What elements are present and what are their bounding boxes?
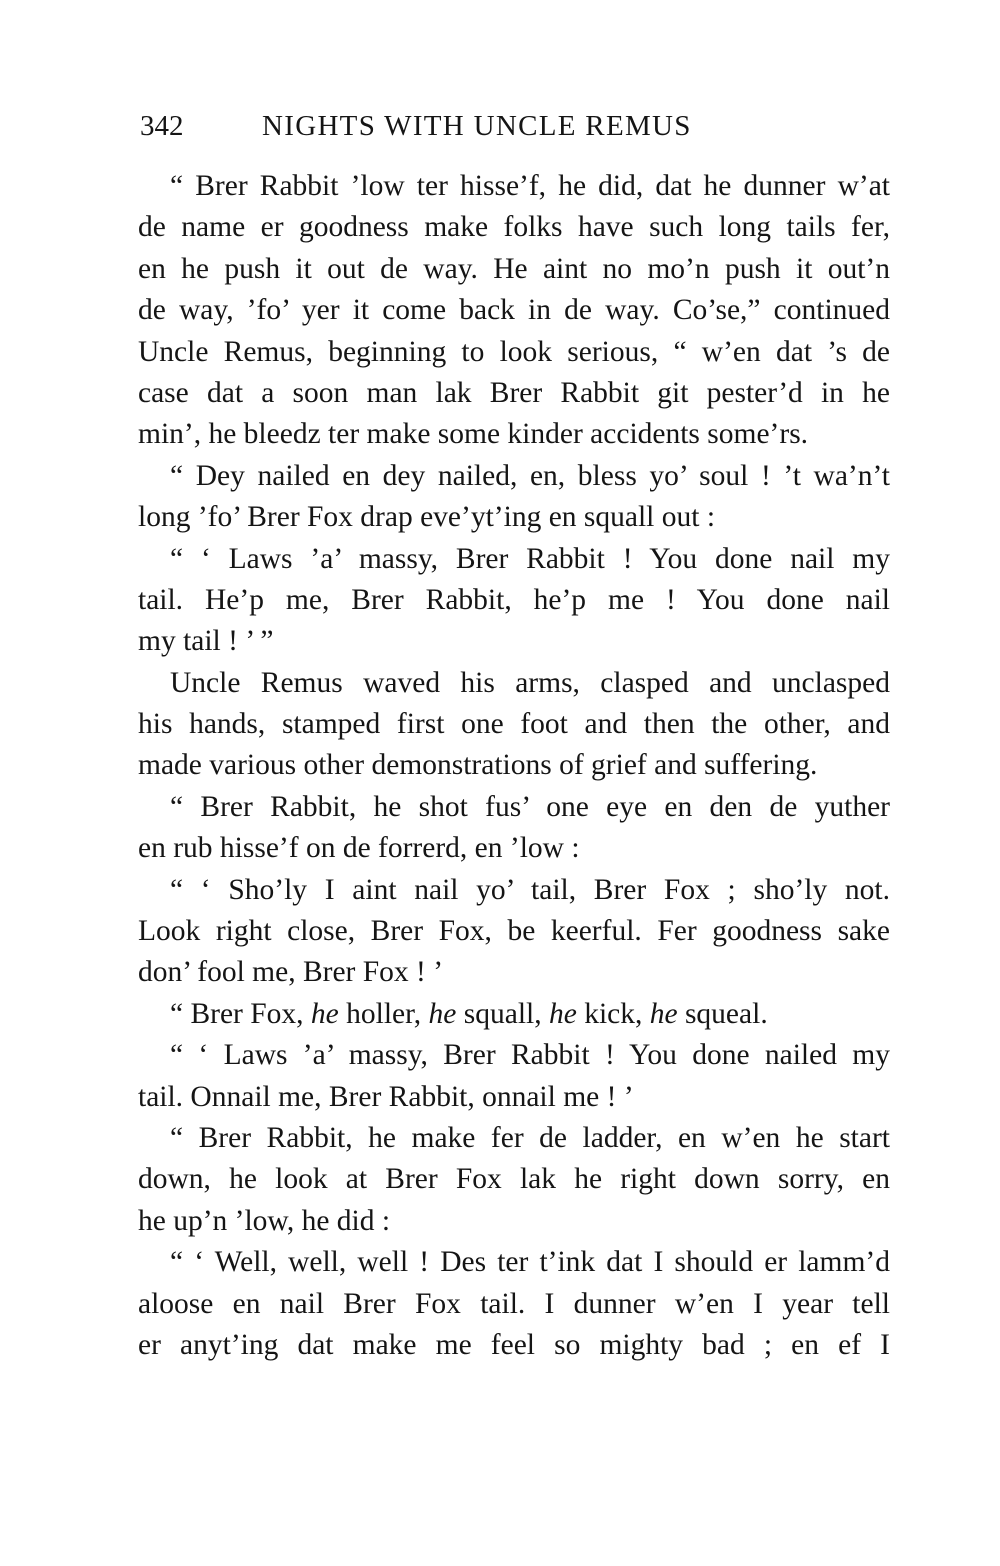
text-line: tail. He’p me, Brer Rabbit, he’p me ! You done nail bbox=[138, 583, 890, 616]
text-line: de name er goodness make folks have such long tails fer, bbox=[138, 211, 890, 244]
text-line: made various other demonstrations of grief and suffering. bbox=[138, 749, 818, 782]
running-title: NIGHTS WITH UNCLE REMUS bbox=[262, 110, 692, 142]
text-span: squall, bbox=[456, 997, 549, 1030]
text-line: en he push it out de way. He aint no mo’n push it out’n bbox=[138, 252, 890, 285]
text-line: “ Dey nailed en dey nailed, en, bless yo’ soul ! ’t wa’n’t bbox=[170, 459, 890, 492]
text-line: don’ fool me, Brer Fox ! ’ bbox=[138, 956, 444, 989]
text-line: “ ‘ Well, well, well ! Des ter t’ink dat I should er lamm’d bbox=[170, 1246, 890, 1279]
text-line: min’, he bleedz ter make some kinder accidents some’rs. bbox=[138, 418, 809, 451]
text-line: “ Brer Rabbit ’low ter hisse’f, he did, dat he dunner w’at bbox=[170, 170, 890, 202]
text-line: down, he look at Brer Fox lak he right down sorry, en bbox=[138, 1163, 890, 1196]
running-head bbox=[140, 104, 900, 148]
text-span: holler, bbox=[338, 997, 429, 1030]
text-span: “ Brer Fox, bbox=[170, 997, 311, 1030]
text-line: Look right close, Brer Fox, be keerful. Fer goodness sake bbox=[138, 915, 890, 948]
text-line: er anyt’ing dat make me feel so mighty bad ; en ef I bbox=[138, 1328, 890, 1361]
text-line: Uncle Remus, beginning to look serious, “ w’en dat ’s de bbox=[138, 335, 890, 368]
text-line: “ Brer Rabbit, he shot fus’ one eye en den de yuther bbox=[170, 790, 890, 823]
text-span: kick, bbox=[576, 997, 650, 1030]
text-line: he up’n ’low, he did : bbox=[138, 1204, 391, 1237]
text-line: case dat a soon man lak Brer Rabbit git pester’d in he bbox=[138, 376, 890, 409]
text-line: en rub hisse’f on de forrerd, en ’low : bbox=[138, 832, 580, 865]
text-line: “ Brer Rabbit, he make fer de ladder, en w’en he start bbox=[170, 1121, 890, 1154]
body-text bbox=[138, 166, 890, 1366]
text-line: “ ‘ Sho’ly I aint nail yo’ tail, Brer Fox ; sho’ly not. bbox=[170, 873, 890, 906]
text-line: tail. Onnail me, Brer Rabbit, onnail me ! ’ bbox=[138, 1080, 634, 1113]
text-line-emphasis bbox=[138, 994, 890, 1035]
text-line: de way, ’fo’ yer it come back in de way. Co’se,” continued bbox=[138, 294, 890, 327]
italic-word: he bbox=[428, 997, 457, 1030]
text-line: long ’fo’ Brer Fox drap eve’yt’ing en squall out : bbox=[138, 501, 716, 534]
italic-word: he bbox=[310, 997, 339, 1030]
text-line: Uncle Remus waved his arms, clasped and unclasped bbox=[170, 666, 890, 699]
text-span: squeal. bbox=[677, 997, 768, 1030]
page-number: 342 bbox=[140, 110, 184, 142]
text-line: his hands, stamped first one foot and then the other, and bbox=[138, 708, 890, 741]
text-line: “ ‘ Laws ’a’ massy, Brer Rabbit ! You done nail my bbox=[170, 542, 890, 575]
text-line: my tail ! ’ ” bbox=[138, 625, 274, 658]
italic-word: he bbox=[649, 997, 678, 1030]
text-line: “ ‘ Laws ’a’ massy, Brer Rabbit ! You done nailed my bbox=[170, 1039, 890, 1072]
text-line: aloose en nail Brer Fox tail. I dunner w’en I year tell bbox=[138, 1287, 890, 1320]
italic-word: he bbox=[548, 997, 577, 1030]
